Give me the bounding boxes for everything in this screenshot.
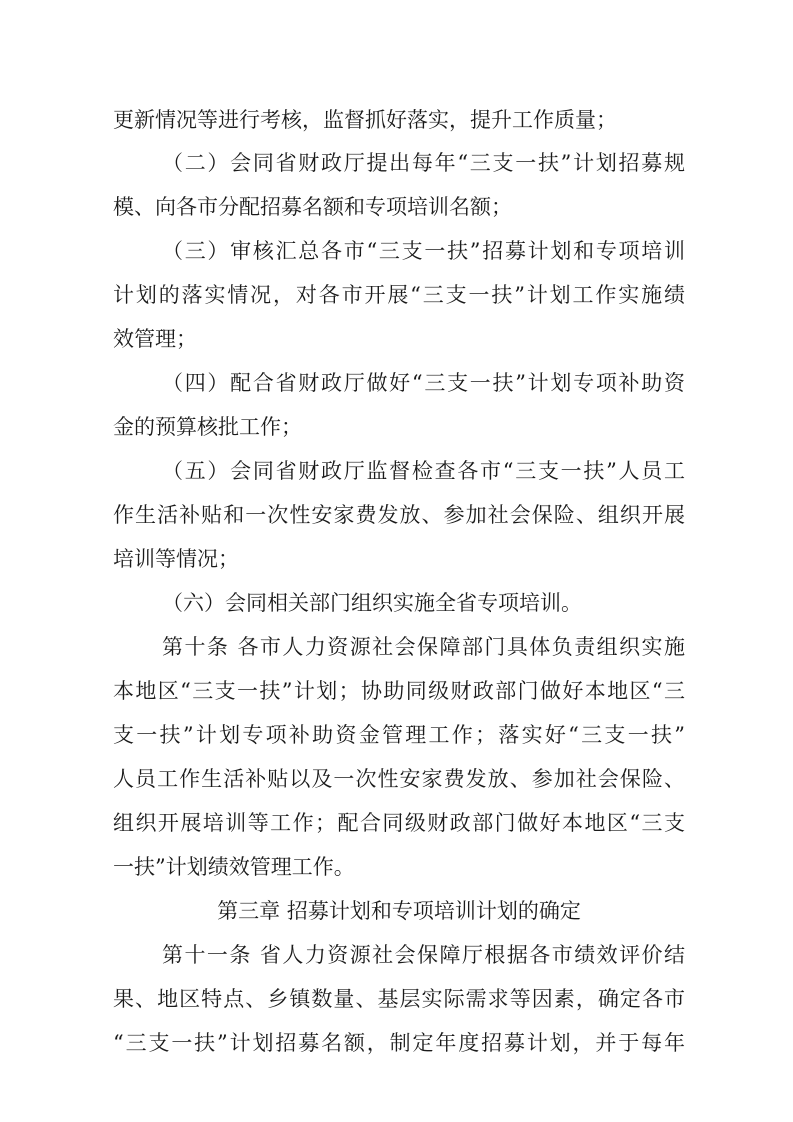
text-line: 果、地区特点、乡镇数量、基层实际需求等因素，确定各市	[113, 987, 685, 1011]
text-line: 模、向各市分配招募名额和专项培训名额；	[113, 195, 512, 219]
text-line: 支一扶”计划专项补助资金管理工作；落实好“三支一扶”	[113, 723, 685, 747]
text-line: 效管理；	[113, 327, 197, 351]
text-line: 本地区“三支一扶”计划；协助同级财政部门做好本地区“三	[113, 679, 685, 703]
text-line: 计划的落实情况，对各市开展“三支一扶”计划工作实施绩	[113, 283, 685, 307]
chapter-heading: 第三章 招募计划和专项培训计划的确定	[217, 899, 581, 923]
text-line: （二）会同省财政厅提出每年“三支一扶”计划招募规	[162, 151, 685, 175]
text-line: “三支一扶”计划招募名额，制定年度招募计划，并于每年	[113, 1031, 685, 1055]
text-line: 第十条 各市人力资源社会保障部门具体负责组织实施	[162, 635, 685, 659]
text-line: 人员工作生活补贴以及一次性安家费发放、参加社会保险、	[113, 767, 685, 791]
text-line: 金的预算核批工作；	[113, 415, 302, 439]
text-line: 作生活补贴和一次性安家费发放、参加社会保险、组织开展	[113, 503, 685, 527]
text-line: 第十一条 省人力资源社会保障厅根据各市绩效评价结	[162, 943, 685, 967]
text-line: 培训等情况；	[113, 547, 239, 571]
text-line: 组织开展培训等工作；配合同级财政部门做好本地区“三支	[113, 811, 685, 835]
text-line: 一扶”计划绩效管理工作。	[113, 855, 355, 879]
text-line: （五）会同省财政厅监督检查各市“三支一扶”人员工	[162, 459, 685, 483]
text-line: （四）配合省财政厅做好“三支一扶”计划专项补助资	[162, 371, 685, 395]
text-line: （三）审核汇总各市“三支一扶”招募计划和专项培训	[162, 239, 685, 263]
text-line: （六）会同相关部门组织实施全省专项培训。	[162, 591, 582, 615]
text-line: 更新情况等进行考核，监督抓好落实，提升工作质量；	[113, 108, 617, 132]
